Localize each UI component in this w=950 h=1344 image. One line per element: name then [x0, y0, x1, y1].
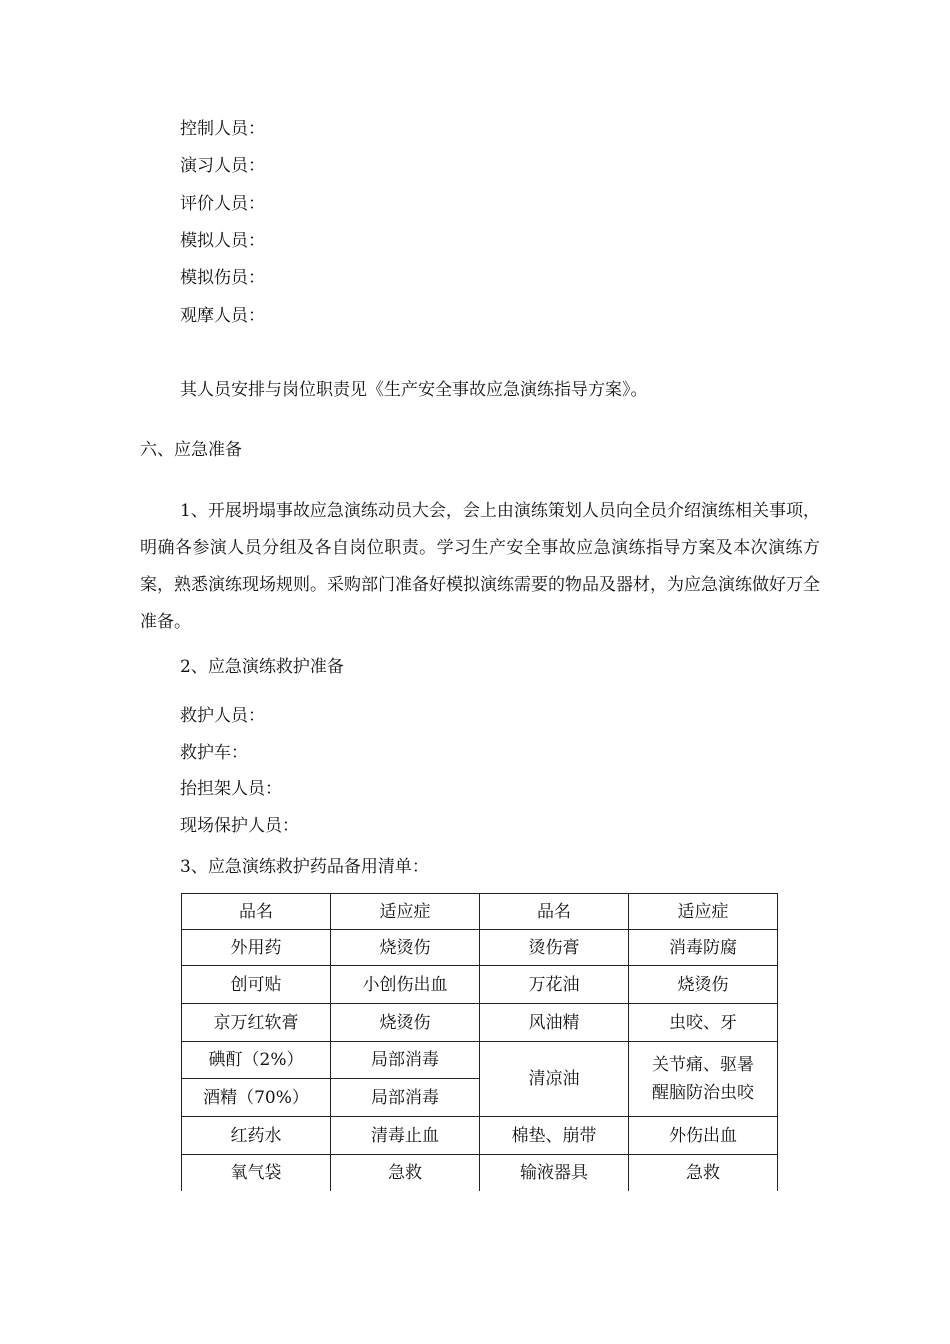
table-cell: 氧气袋	[182, 1155, 331, 1191]
table-cell: 输液器具	[480, 1155, 629, 1191]
table-row	[182, 1117, 778, 1155]
section-title: 六、应急准备	[140, 440, 242, 460]
table-row	[182, 1042, 778, 1079]
table-cell: 局部消毒	[331, 1079, 480, 1117]
table-header: 适应症	[629, 894, 778, 930]
table-cell: 清毒止血	[331, 1117, 480, 1155]
table-row	[182, 1155, 778, 1191]
table-cell: 红药水	[182, 1117, 331, 1155]
table-cell: 烧烫伤	[331, 930, 480, 966]
table-cell: 酒精（70%）	[182, 1079, 331, 1117]
table-cell: 棉垫、崩带	[480, 1117, 629, 1155]
table-cell: 外用药	[182, 930, 331, 966]
table-header-row	[182, 894, 778, 930]
table-cell: 烧烫伤	[331, 1004, 480, 1042]
ambulance: 救护车：	[180, 743, 248, 763]
table-header: 适应症	[331, 894, 480, 930]
table-cell: 急救	[629, 1155, 778, 1191]
table-cell: 局部消毒	[331, 1042, 480, 1079]
table-cell: 小创伤出血	[331, 966, 480, 1004]
table-row	[182, 1004, 778, 1042]
table-cell: 消毒防腐	[629, 930, 778, 966]
table-cell: 京万红软膏	[182, 1004, 331, 1042]
role-evaluation: 评价人员：	[180, 194, 265, 214]
medicine-table	[181, 893, 778, 1191]
item1-paragraph: 1、开展坍塌事故应急演练动员大会，会上由演练策划人员向全员介绍演练相关事项，明确各参演人员分组及各自岗位职责。学习生产安全事故应急演练指导方案及本次演练方案，熟悉演练现场规则。采购部门准备好模拟演练需要的物品及器材，为应急演练做好万全准备。	[140, 501, 820, 632]
site-protection-personnel: 现场保护人员：	[180, 816, 299, 836]
table-header: 品名	[182, 894, 331, 930]
table-header: 品名	[480, 894, 629, 930]
rescue-personnel: 救护人员：	[180, 706, 265, 726]
item3-title: 3、应急演练救护药品备用清单：	[180, 857, 429, 877]
table-cell: 创可贴	[182, 966, 331, 1004]
table-cell-line: 关节痛、驱暑	[652, 1055, 754, 1075]
role-observer: 观摩人员：	[180, 306, 265, 326]
table-cell: 虫咬、牙	[629, 1004, 778, 1042]
role-simulation: 模拟人员：	[180, 231, 265, 251]
role-simulated-injured: 模拟伤员：	[180, 268, 265, 288]
table-cell-line: 醒脑防治虫咬	[652, 1083, 754, 1103]
table-cell: 碘酊（2%）	[182, 1042, 331, 1079]
arrangement-note: 其人员安排与岗位职责见《生产安全事故应急演练指导方案》。	[180, 380, 648, 400]
table-cell: 风油精	[480, 1004, 629, 1042]
table-row	[182, 966, 778, 1004]
item2-title: 2、应急演练救护准备	[180, 657, 344, 677]
role-exercise: 演习人员：	[180, 156, 265, 176]
table-cell: 外伤出血	[629, 1117, 778, 1155]
table-cell: 烫伤膏	[480, 930, 629, 966]
table-cell: 清凉油	[480, 1042, 629, 1117]
stretcher-personnel: 抬担架人员：	[180, 779, 282, 799]
table-cell: 急救	[331, 1155, 480, 1191]
table-cell: 烧烫伤	[629, 966, 778, 1004]
table-row	[182, 930, 778, 966]
role-control: 控制人员：	[180, 119, 265, 139]
table-cell	[629, 1042, 778, 1117]
table-cell: 万花油	[480, 966, 629, 1004]
